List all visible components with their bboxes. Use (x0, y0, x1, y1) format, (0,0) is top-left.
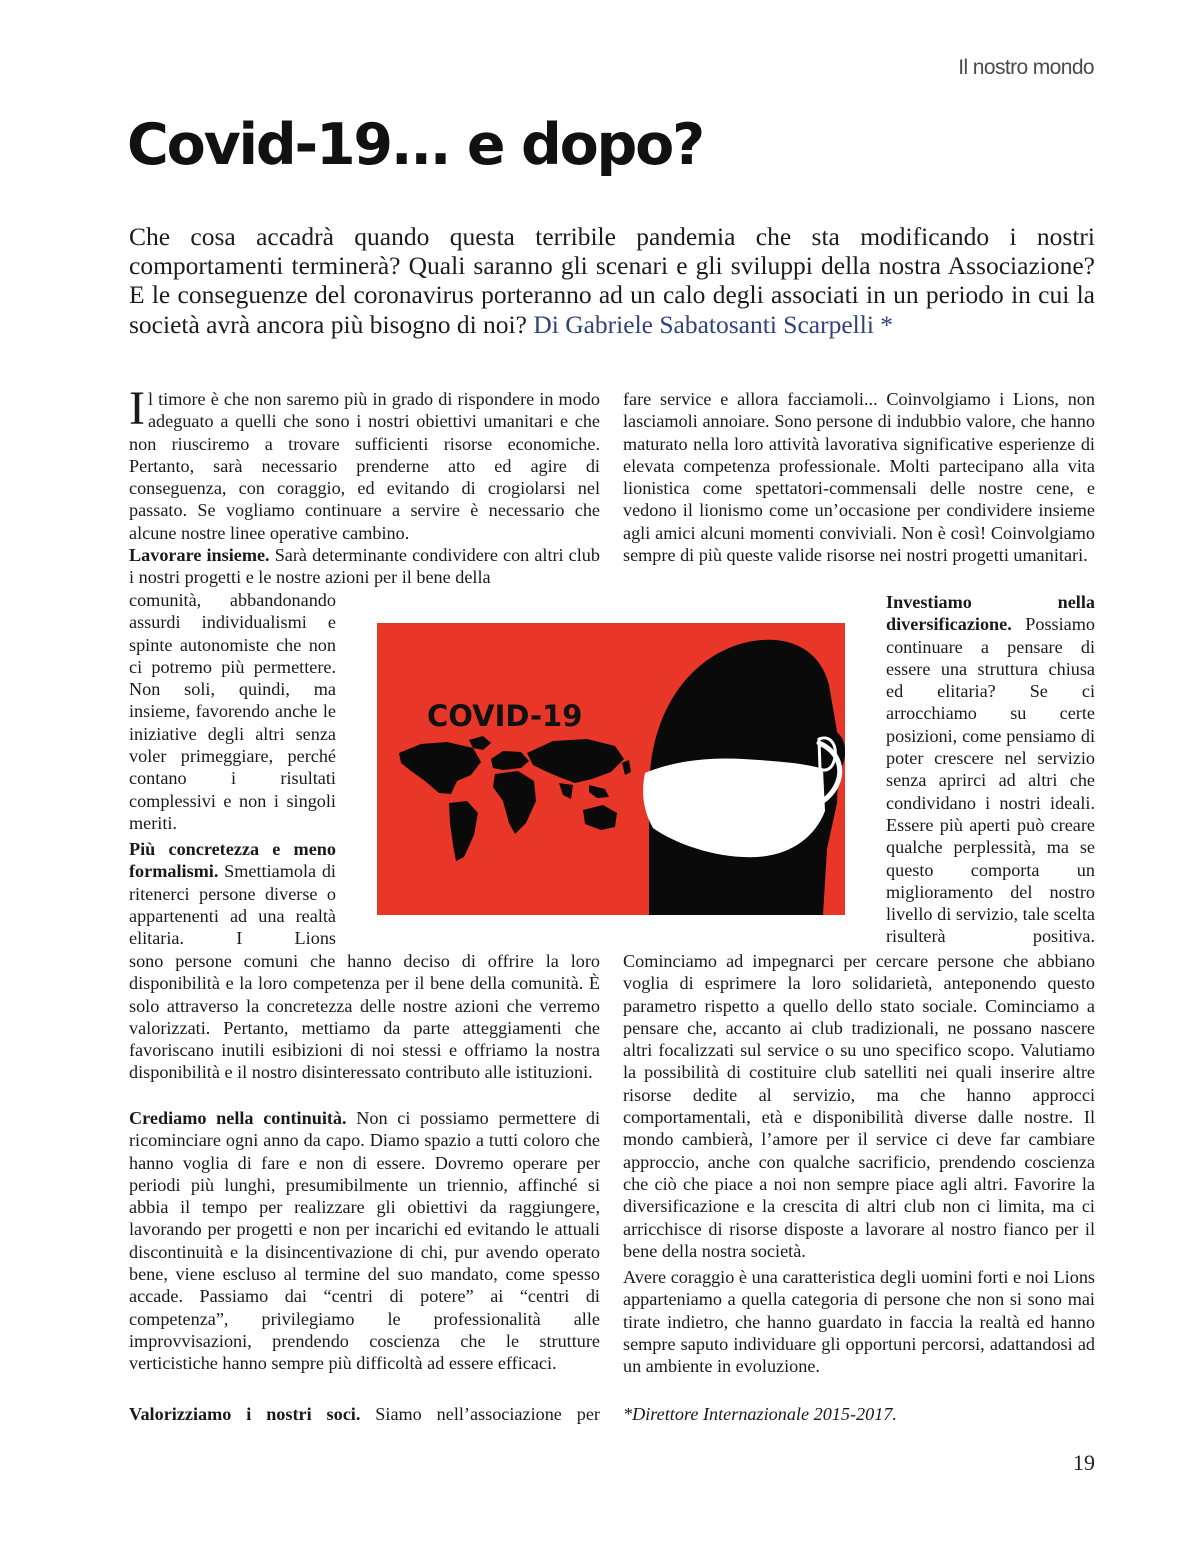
col1-heading-members: Valorizziamo i nostri soci. (129, 1404, 361, 1424)
col1-heading-working-together: Lavorare insieme. (129, 545, 270, 565)
article-lead (129, 222, 1095, 339)
col2-diversification (886, 591, 1095, 948)
col1-members (129, 1403, 600, 1425)
section-label: Il nostro mondo (958, 56, 1094, 79)
covid-illustration (377, 623, 845, 915)
page-number: 19 (1073, 1450, 1095, 1475)
col2-new-members: Cominciamo ad impegnarci per cercare persone che abbiano voglia di esprimere la loro solidarietà, anteponendo questo parametro rispetto a quello dello stato sociale. Cominciamo a pensare che, accanto ai club tradizionali, ne possano nascere altri focalizzati sul service o su uno specifico scopo. Valutiamo la possibilità di costituire club satelliti nei quali inserire altre risorse dedite al servizio, ma che hanno approcci comportamentali, età e disponibilità diverse dalle nostre. Il mondo cambierà, l’amore per il service ci deve far cambiare approccio, anche con qualche sacrificio, prendendo coscienza che ciò che piace a noi non sempre piace agli altri. Favorire la diversificazione e la crescita di altri club non ci limita, ma ci arricchisce di risorse disposte a lavorare al nostro fianco per il bene della nostra società. (623, 951, 1095, 1261)
col1-continuity-text: Non ci possiamo permettere di ricominciare ogni anno da capo. Diamo spazio a tutti coloro che hanno voglia di fare e non di essere. Dovremo operare per periodi più lunghi, presumibilmente un triennio, affinché si abbia il tempo per realizzare gli obiettivi da raggiungere, lavorando per progetti e non per incarichi ed evitando le attuali discontinuità e la disincentivazione di chi, pur avendo operato bene, viene escluso al termine del suo mandato, come spesso accade. Passiamo dai “centri di potere” ai “centri di competenza”, privilegiamo le professionalità alle improvvisazioni, prendendo coscienza che le strutture verticistiche hanno sempre più difficoltà ad essere efficaci. (129, 1108, 601, 1374)
col2-service: fare service e allora facciamoli... Coinvolgiamo i Lions, non lasciamoli annoiare. Sono persone di indubbio valore, che hanno maturato nella loro attività lavorativa significative esperienze di elevata competenza professionale. Molti partecipano alla vita lionistica come spettatori-commensali delle nostre cene, e vedono il lionismo come un’occasione per condividere insieme agli amici alcuni momenti conviviali. Non è così! Coinvolgiamo sempre di più queste valide risorse nei nostri progetti umanitari. (623, 389, 1095, 566)
col1-intro (129, 382, 600, 544)
col1-intro-text: l timore è che non saremo più in grado di rispondere in modo adeguato a quelli che sono i nostri obiettivi umanitari e che non riusciremo a trovare sufficienti risorse economiche. Pertanto, sarà necessario prenderne atto ed agire di conseguenza, con coraggio, ed evitando di crogiolarsi nel passato. Se vogliamo continuare a servire è necessario che alcune nostre linee operative cambino. (129, 389, 600, 543)
col1-heading-concreteness: Più concretezza e meno formalismi. (129, 839, 336, 882)
col1-members-text: Siamo nell’associazione per (375, 1404, 600, 1424)
col2-courage: Avere coraggio è una caratteristica degli uomini forti e noi Lions apparteniamo a quella categoria di persone che non si sono mai tirate indietro, che hanno guardato in faccia la realtà ed hanno sempre saputo individuare gli opportuni percorsi, adattandosi ad un ambiente in evoluzione. (623, 1267, 1095, 1377)
footnote: *Direttore Internazionale 2015-2017. (623, 1404, 897, 1424)
col2-heading-diversification: Investiamo nella diversificazione. (886, 592, 1095, 635)
col1-heading-continuity: Crediamo nella continuità. (129, 1108, 347, 1128)
covid-label: COVID-19 (427, 699, 583, 733)
lead-text: Che cosa accadrà quando questa terribile pandemia che sta modificando i nostri comportamenti terminerà? Quali saranno gli scenari e gli sviluppi della nostra Associazione? E le conseguenze del coronavirus porteranno ad un calo degli associati in un periodo in cui la società avrà ancora più bisogno di noi? (129, 222, 1095, 339)
col1-working-together-text: Sarà determinante condividere con altri club i nostri progetti e le nostre azioni per il bene della (129, 545, 600, 588)
col1-concreteness (129, 838, 336, 949)
col1-continuity (129, 1107, 600, 1375)
article-author: Di Gabriele Sabatosanti Scarpelli * (533, 309, 894, 339)
col1-concreteness-text: Smettiamola di ritenerci persone diverse o appartenenti ad una realtà elitaria. I Lions (129, 861, 336, 949)
col1-working-together (129, 544, 600, 589)
drop-cap: I (129, 382, 145, 435)
col2-diversification-text: Possiamo continuare a pensare di essere una struttura chiusa ed elitaria? Se ci arrocchiamo su certe posizioni, come pensiamo di poter crescere nel servizio senza aprirci ad altri che condividano i nostri ideali. Essere più aperti può creare qualche perplessità, ma se questo comporta un miglioramento del nostro livello di servizio, tale scelta risulterà positiva. (886, 614, 1095, 947)
article-title: Covid-19... e dopo? (127, 112, 703, 178)
col1-concreteness-cont: sono persone comuni che hanno deciso di offrire la loro disponibilità e la loro competenza per il bene della comunità. È solo attraverso la concretezza delle nostre azioni che verremo valorizzati. Pertanto, mettiamo da parte atteggiamenti che favoriscano inutili esibizioni di noi stessi e offriamo la nostra disponibilità e il nostro disinteressato contributo alle istituzioni. (129, 951, 600, 1083)
col1-working-together-cont: comunità, abbandonando assurdi individualismi e spinte autonomiste che non ci potremo più permettere. Non soli, quindi, ma insieme, favorendo anche le iniziative degli altri senza voler primeggiare, perché contano i risultati complessivi e non i singoli meriti. (129, 590, 336, 833)
